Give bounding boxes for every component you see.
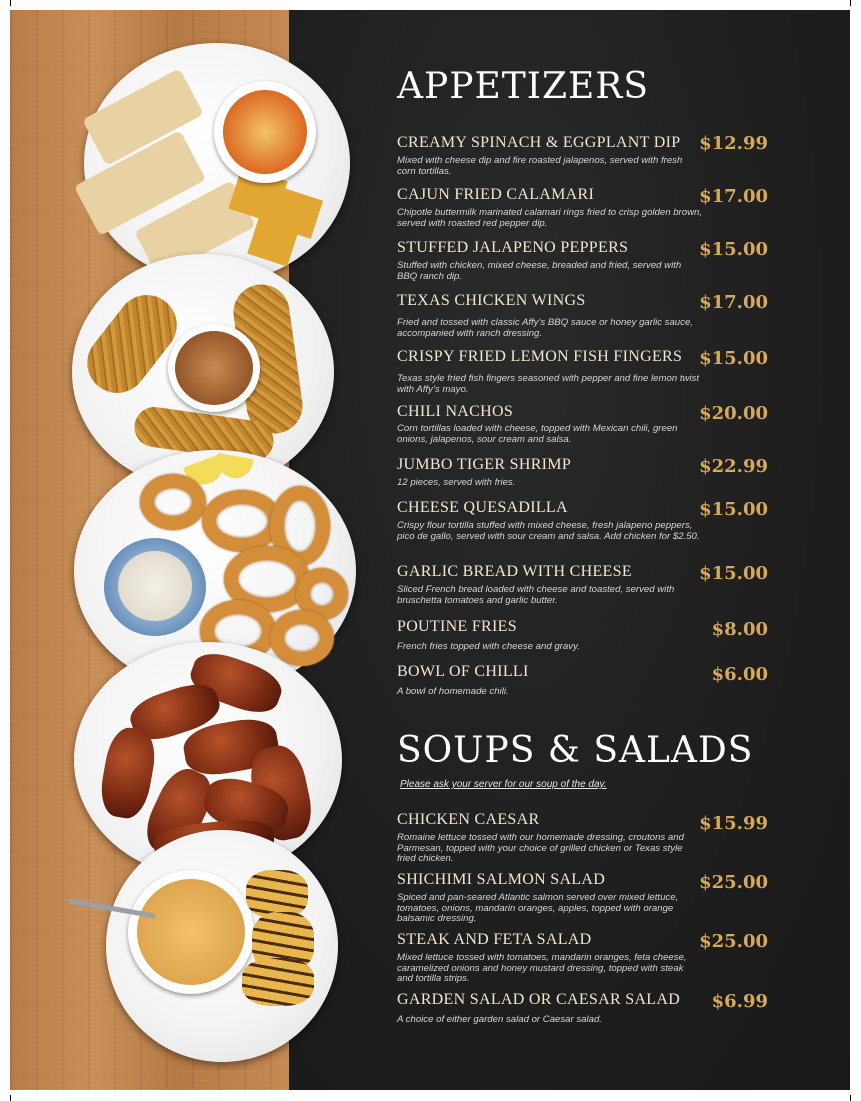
item-price: $6.99 <box>711 991 768 1012</box>
item-description: Sliced French bread loaded with cheese and toasted, served with bruschetta tomatoes and garlic butter. <box>397 584 675 606</box>
item-description: A bowl of homemade chili. <box>397 686 509 697</box>
item-name: STUFFED JALAPENO PEPPERS <box>397 239 629 256</box>
item-description: Spiced and pan-seared Atlantic salmon served over mixed lettuce, tomatoes, onions, mandarin oranges, apples, topped with orange balsamic dressing. <box>397 892 679 924</box>
dip-bowl <box>104 538 206 636</box>
item-price: $8.00 <box>711 619 768 640</box>
item-description: French fries topped with cheese and gravy. <box>397 641 580 652</box>
item-name: GARLIC BREAD WITH CHEESE <box>397 563 632 580</box>
item-description: Texas style fried fish fingers seasoned with pepper and fine lemon twist with Affy’s mayo. <box>397 373 700 395</box>
item-description: 12 pieces, served with fries. <box>397 477 516 488</box>
item-price: $15.99 <box>699 813 768 834</box>
item-name: CHILI NACHOS <box>397 403 514 420</box>
item-name: BOWL OF CHILLI <box>397 663 529 680</box>
soups-salads-heading: SOUPS & SALADS <box>397 730 754 771</box>
item-description: Romaine lettuce tossed with our homemade dressing, croutons and Parmesan, topped with your choice of grilled chicken or Texas style fried chicken. <box>397 832 684 864</box>
dip-cup <box>168 324 260 412</box>
item-name: STEAK AND FETA SALAD <box>397 931 592 948</box>
item-price: $15.00 <box>699 499 768 520</box>
plate-soup-bread <box>106 830 338 1062</box>
item-price: $20.00 <box>699 403 768 424</box>
item-description: Corn tortillas loaded with cheese, topped with Mexican chili, green onions, jalapenos, sour cream and salsa. <box>397 423 678 445</box>
item-name: CHEESE QUESADILLA <box>397 499 568 516</box>
item-name: CRISPY FRIED LEMON FISH FINGERS <box>397 348 683 365</box>
item-description: Stuffed with chicken, mixed cheese, breaded and fried, served with BBQ ranch dip. <box>397 260 682 282</box>
item-price: $17.00 <box>699 292 768 313</box>
item-name: SHICHIMI SALMON SALAD <box>397 871 606 888</box>
item-name: CREAMY SPINACH & EGGPLANT DIP <box>397 134 681 151</box>
item-description: Crispy flour tortilla stuffed with mixed cheese, fresh jalapeno peppers, pico de gallo, served with sour cream and salsa. Add chicken for $2.50. <box>397 520 700 542</box>
item-name: CHICKEN CAESAR <box>397 811 540 828</box>
item-price: $15.00 <box>699 348 768 369</box>
item-price: $22.99 <box>699 456 768 477</box>
appetizers-heading: APPETIZERS <box>397 66 650 107</box>
grilled-bread <box>242 958 314 1006</box>
item-description: Mixed with cheese dip and fire roasted jalapenos, served with fresh corn tortillas. <box>397 155 683 177</box>
calamari-ring <box>140 474 206 530</box>
item-price: $15.00 <box>699 563 768 584</box>
soup-of-day-note: Please ask your server for our soup of the day. <box>400 779 607 790</box>
item-price: $15.00 <box>699 239 768 260</box>
bbq-ranch-dip <box>175 331 253 405</box>
cheese-soup <box>137 879 245 985</box>
calamari-ring <box>270 610 334 666</box>
item-price: $25.00 <box>699 872 768 893</box>
spinach-dip <box>223 90 307 174</box>
item-description: Chipotle buttermilk marinated calamari rings fried to crisp golden brown, served with roasted red pepper dip. <box>397 207 703 229</box>
crop-mark-bottom-right <box>850 1095 851 1101</box>
item-price: $17.00 <box>699 186 768 207</box>
crop-mark-bottom-left <box>10 1095 11 1101</box>
item-description: Mixed lettuce tossed with tomatoes, mandarin oranges, feta cheese, caramelized onions and honey mustard dressing, topped with steak and tortilla strips. <box>397 952 687 984</box>
item-name: GARDEN SALAD OR CAESAR SALAD <box>397 991 681 1008</box>
crop-mark-top-left <box>10 0 11 6</box>
mayo-dip <box>118 551 192 621</box>
item-name: TEXAS CHICKEN WINGS <box>397 292 586 309</box>
item-name: JUMBO TIGER SHRIMP <box>397 456 572 473</box>
item-description: Fried and tossed with classic Affy’s BBQ sauce or honey garlic sauce, accompanied with ranch dressing. <box>397 317 693 339</box>
dip-bowl <box>214 81 316 183</box>
item-name: POUTINE FRIES <box>397 618 517 635</box>
plate-quesadilla-dip <box>84 43 350 283</box>
item-price: $12.99 <box>699 133 768 154</box>
grilled-bread <box>246 870 308 918</box>
chicken-wing <box>97 725 160 822</box>
item-name: CAJUN FRIED CALAMARI <box>397 186 595 203</box>
lemon-wedge <box>214 453 253 481</box>
item-price: $25.00 <box>699 931 768 952</box>
crop-mark-top-right <box>850 0 851 6</box>
menu-page <box>10 10 850 1090</box>
soup-bowl <box>128 870 254 994</box>
item-price: $6.00 <box>711 664 768 685</box>
item-description: A choice of either garden salad or Caesar salad. <box>397 1014 602 1025</box>
